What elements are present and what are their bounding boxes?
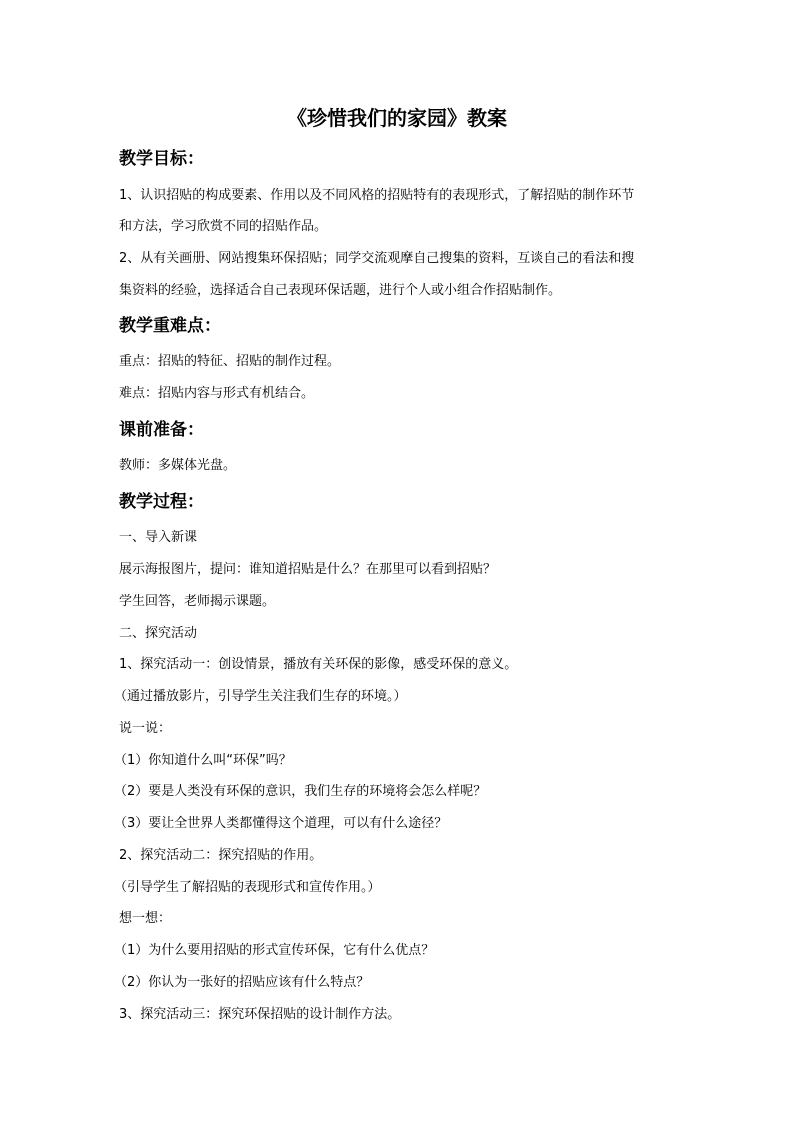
process-line-15: （2）你认为一张好的招贴应该有什么特点？ <box>114 975 370 990</box>
process-line-9: （2）要是人类没有环保的意识，我们生存的环境将会怎么样呢？ <box>114 784 487 799</box>
process-line-6: （通过播放影片，引导学生关注我们生存的环境。） <box>114 689 407 704</box>
process-line-13: 想一想： <box>119 911 172 926</box>
document-title: 《珍惜我们的家园》教案 <box>287 106 507 130</box>
section-heading-objectives: 教学目标： <box>119 149 204 169</box>
process-line-16: 3、探究活动三：探究环保招贴的设计制作方法。 <box>119 1007 401 1022</box>
process-line-1: 一、导入新课 <box>119 530 198 545</box>
objectives-line-3: 2、从有关画册、网站搜集环保招贴；同学交流观摩自己搜集的资料，互谈自己的看法和搜 <box>119 251 635 266</box>
key-point-line-2: 难点：招贴内容与形式有机结合。 <box>119 386 315 401</box>
objectives-line-1: 1、认识招贴的构成要素、作用以及不同风格的招贴特有的表现形式，了解招贴的制作环节 <box>119 188 635 203</box>
process-line-5: 1、探究活动一：创设情景，播放有关环保的影像，感受环保的意义。 <box>119 657 518 672</box>
process-line-10: （3）要让全世界人类都懂得这个道理，可以有什么途径？ <box>114 816 448 831</box>
process-line-7: 说一说： <box>119 721 172 736</box>
process-line-3: 学生回答，老师揭示课题。 <box>119 594 276 609</box>
process-line-2: 展示海报图片，提问：谁知道招贴是什么？在那里可以看到招贴？ <box>119 562 497 577</box>
key-point-line-1: 重点：招贴的特征、招贴的制作过程。 <box>119 354 341 369</box>
process-line-11: 2、探究活动二：探究招贴的作用。 <box>119 848 323 863</box>
section-heading-process: 教学过程： <box>119 492 204 512</box>
process-line-12: （引导学生了解招贴的表现形式和宣传作用。） <box>114 880 381 895</box>
process-line-14: （1）为什么要用招贴的形式宣传环保，它有什么优点？ <box>114 943 435 958</box>
section-heading-preparation: 课前准备： <box>119 420 204 440</box>
objectives-line-4: 集资料的经验，选择适合自己表现环保话题，进行个人或小组合作招贴制作。 <box>119 283 562 298</box>
preparation-line-1: 教师：多媒体光盘。 <box>119 458 237 473</box>
process-line-8: （1）你知道什么叫“环保”吗？ <box>114 753 292 768</box>
objectives-line-2: 和方法，学习欣赏不同的招贴作品。 <box>119 219 328 234</box>
process-line-4: 二、探究活动 <box>119 626 198 641</box>
section-heading-key-points: 教学重难点： <box>119 316 221 336</box>
